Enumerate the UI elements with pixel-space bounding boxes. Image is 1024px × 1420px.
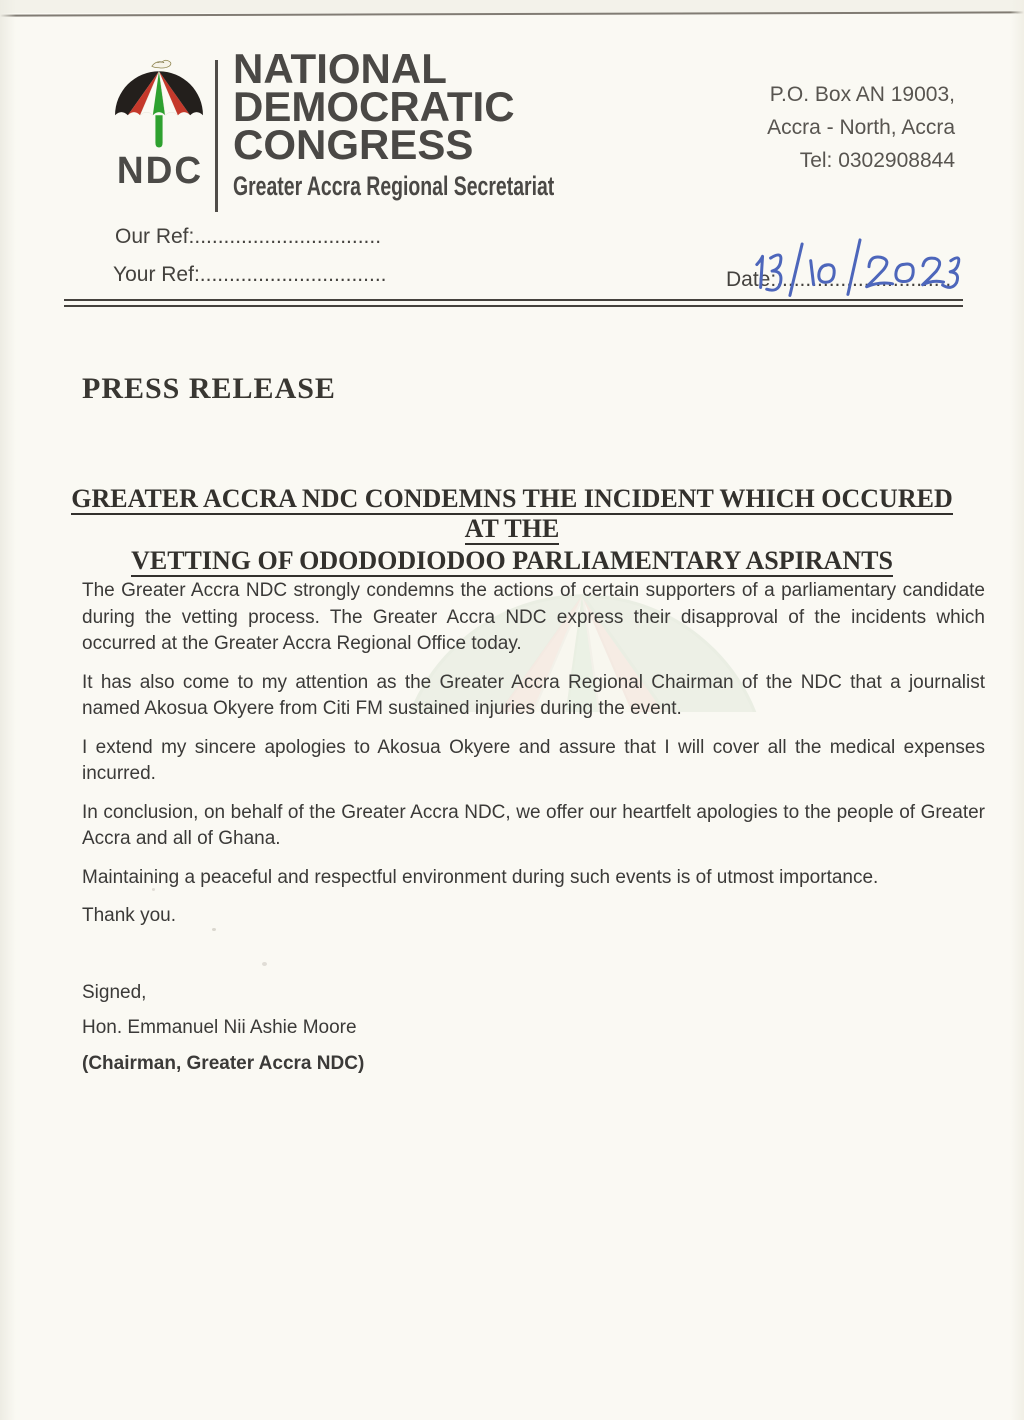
signatory-title: (Chairman, Greater Accra NDC) bbox=[82, 1052, 365, 1074]
ndc-logo bbox=[100, 58, 220, 190]
paragraph: The Greater Accra NDC strongly condemns the actions of certain supporters of a parliamentary candidate during the vetting process. The Greater Accra NDC express their disapproval of the incidents which occurred at the Greater Accra Regional Office today. bbox=[82, 580, 985, 654]
umbrella-stem bbox=[155, 115, 162, 147]
paragraph: Maintaining a peaceful and respectful environment during such events is of utmost importance. bbox=[82, 866, 879, 888]
org-name-line1: NATIONAL bbox=[233, 45, 447, 92]
signatory-name: Hon. Emmanuel Nii Ashie Moore bbox=[82, 1017, 357, 1038]
your-ref-line: Your Ref:................................ bbox=[113, 263, 387, 286]
dove-icon bbox=[152, 60, 171, 68]
document-title bbox=[55, 484, 969, 576]
our-ref-line: Our Ref:................................ bbox=[115, 225, 382, 248]
paragraph: It has also come to my attention as the Greater Accra Regional Chairman of the NDC that a journalist named Akosua Okyere from Citi FM sustained injuries during the event. bbox=[82, 671, 985, 719]
handwritten-date bbox=[745, 236, 973, 300]
title-line1: GREATER ACCRA NDC CONDEMNS THE INCIDENT WHICH OCCURED AT THE bbox=[71, 484, 953, 543]
paragraph: In conclusion, on behalf of the Greater Accra NDC, we offer our heartfelt apologies to the people of Greater Accra and all of Ghana. bbox=[82, 801, 985, 849]
address-line3: Tel: 0302908844 bbox=[799, 149, 955, 172]
org-subtitle: Greater Accra Regional Secretariat bbox=[233, 171, 555, 201]
ndc-umbrella-icon bbox=[100, 58, 218, 150]
press-release-label: PRESS RELEASE bbox=[82, 372, 336, 405]
title-line2: VETTING OF ODODODIODOO PARLIAMENTARY ASPIRANTS bbox=[131, 546, 893, 575]
signature-block bbox=[82, 980, 985, 1078]
letterhead-divider bbox=[215, 60, 218, 212]
address-line1: P.O. Box AN 19003, bbox=[769, 83, 955, 106]
address-line2: Accra - North, Accra bbox=[767, 116, 955, 139]
letter-body bbox=[82, 578, 985, 1077]
separator-rule-bottom bbox=[64, 305, 963, 307]
date-label: Date:.............................. bbox=[726, 268, 952, 291]
org-name-line3: CONGRESS bbox=[233, 121, 474, 168]
paragraph: I extend my sincere apologies to Akosua Okyere and assure that I will cover all the medical expenses incurred. bbox=[82, 736, 985, 784]
org-name-line2: DEMOCRATIC bbox=[233, 83, 515, 130]
signed-label: Signed, bbox=[82, 981, 147, 1003]
scan-edge-right bbox=[1010, 0, 1024, 1420]
closing-thanks: Thank you. bbox=[82, 905, 176, 926]
org-name-block bbox=[233, 45, 679, 202]
logo-acronym: NDC bbox=[116, 149, 204, 192]
scan-edge-left bbox=[0, 0, 16, 1420]
address-block bbox=[767, 78, 955, 177]
